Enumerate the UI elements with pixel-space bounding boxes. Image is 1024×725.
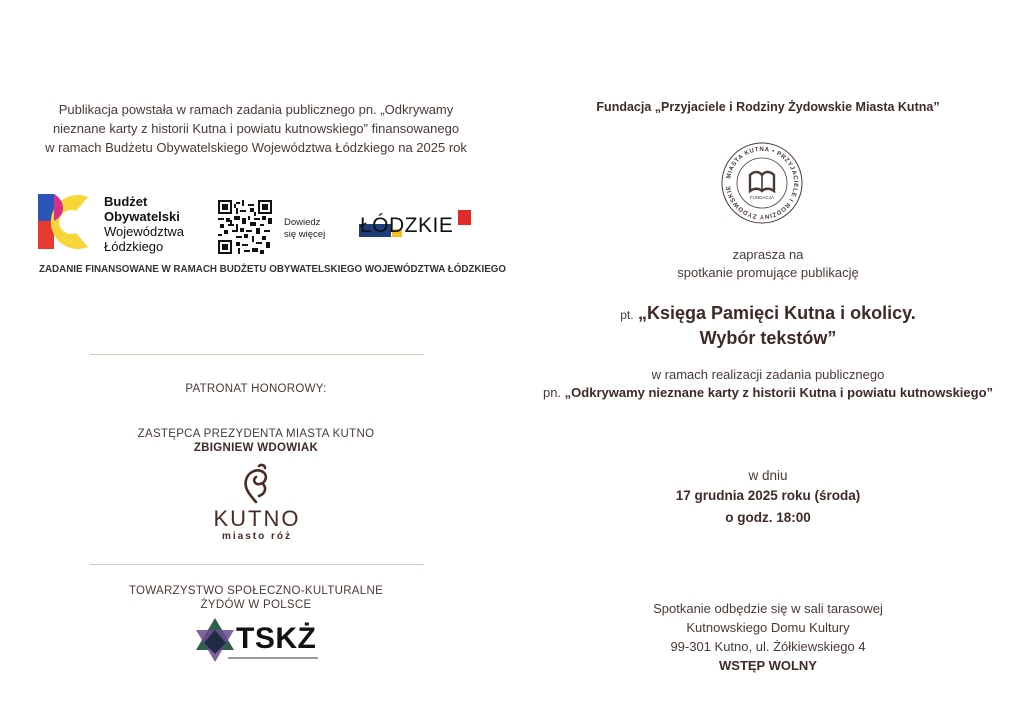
invitation	[512, 246, 1024, 282]
event-time: o godz. 18:00	[725, 510, 811, 525]
venue-line: 99-301 Kutno, ul. Żółkiewskiego 4	[670, 639, 866, 654]
budget-logo-line: Obywatelski	[104, 209, 180, 224]
lodzkie-logo	[358, 210, 476, 240]
invitation-line: spotkanie promujące publikację	[677, 265, 859, 280]
budget-logo-text	[104, 194, 184, 254]
tskz-name	[0, 584, 512, 612]
tskz-wordmark: TSKŻ	[236, 622, 317, 655]
tskz-name-line: ŻYDÓW W POLSCE	[200, 599, 312, 611]
kutno-tagline: miasto róż	[221, 531, 292, 542]
publication-intro	[0, 100, 512, 157]
rose-icon	[239, 462, 273, 504]
publication-title	[512, 302, 1024, 350]
tskz-subline	[228, 657, 318, 659]
kutno-wordmark: KUTNO	[213, 506, 301, 531]
invitation-line: zaprasza na	[732, 247, 804, 262]
svg-text:MIASTA KUTNA • PRZYJACIELE I R: MIASTA KUTNA • PRZYJACIELE I RODZINY ŻYDOWSKIE	[725, 145, 800, 221]
venue	[512, 599, 1024, 675]
qr-caption	[284, 217, 325, 241]
date-intro: w dniu	[748, 468, 788, 483]
foundation-seal	[720, 141, 804, 225]
budget-logo-line: Województwa	[104, 224, 184, 239]
foundation-name: Fundacja „Przyjaciele i Rodziny Żydowskie Miasta Kutna”	[596, 100, 940, 114]
task-prefix: pn.	[542, 385, 562, 400]
divider	[90, 564, 424, 565]
intro-line: nieznane karty z historii Kutna i powiatu kutnowskiego” finansowanego	[52, 121, 460, 136]
task-name: „Odkrywamy nieznane karty z historii Kutna i powiatu kutnowskiego”	[564, 385, 994, 400]
lodzkie-wordmark: ŁÓDZKIE	[360, 214, 454, 237]
svg-text:FUNDACJA: FUNDACJA	[749, 195, 775, 200]
budget-logo-line: Budżet	[104, 194, 148, 209]
intro-line: w ramach Budżetu Obywatelskiego Województwa Łódzkiego na 2025 rok	[45, 140, 467, 155]
title-prefix: pt.	[620, 308, 634, 322]
qr-caption-line: się więcej	[284, 229, 326, 240]
title-line-2: Wybór tekstów”	[699, 328, 837, 348]
entry-note: WSTĘP WOLNY	[719, 658, 817, 673]
deputy-name: ZBIGNIEW WDOWIAK	[193, 442, 319, 454]
qr-code[interactable]	[218, 200, 272, 254]
task-line: w ramach realizacji zadania publicznego	[651, 367, 885, 382]
venue-line: Kutnowskiego Domu Kultury	[686, 620, 850, 635]
intro-line: Publikacja powstała w ramach zadania publicznego pn. „Odkrywamy	[58, 102, 454, 117]
title-line-1: „Księga Pamięci Kutna i okolicy.	[638, 303, 916, 323]
budget-logo-mark	[36, 193, 96, 251]
tskz-name-line: TOWARZYSTWO SPOŁECZNO-KULTURALNE	[128, 585, 384, 597]
patronage-label: PATRONAT HONOROWY:	[185, 383, 327, 395]
budget-logo-line: Łódzkiego	[104, 239, 164, 254]
qr-caption-line: Dowiedz	[284, 217, 321, 228]
funding-note: ZADANIE FINANSOWANE W RAMACH BUDŻETU OBYWATELSKIEGO WOJEWÓDZTWA ŁÓDZKIEGO	[39, 264, 506, 275]
divider	[90, 354, 424, 355]
venue-line: Spotkanie odbędzie się w sali tarasowej	[653, 601, 883, 616]
deputy-title: ZASTĘPCA PREZYDENTA MIASTA KUTNO	[137, 428, 375, 440]
event-date: 17 grudnia 2025 roku (środa)	[675, 488, 861, 503]
task-name-row	[512, 384, 1024, 402]
lodzkie-red-square	[458, 210, 471, 225]
